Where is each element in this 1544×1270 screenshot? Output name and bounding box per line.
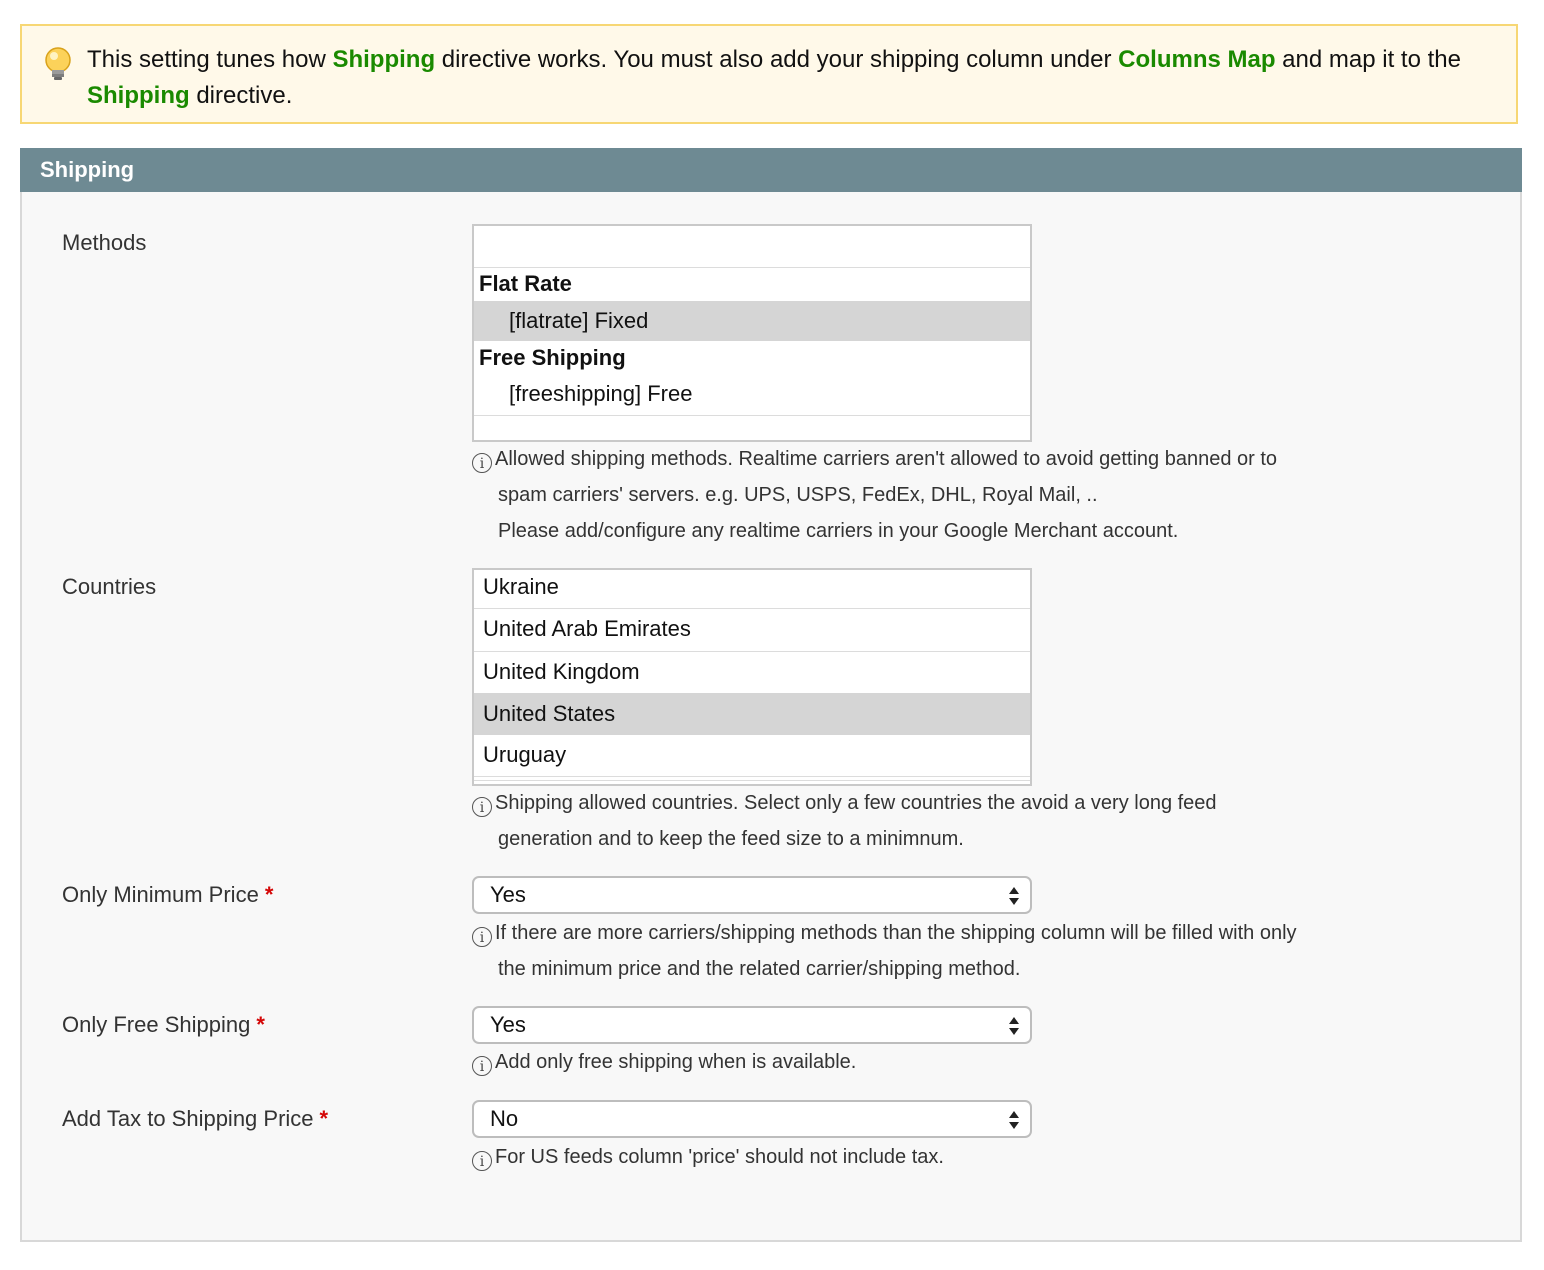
shipping-directive-link: Shipping	[87, 82, 190, 109]
info-icon: i	[472, 453, 492, 473]
only-free-shipping-hint	[472, 1044, 856, 1080]
notice-text	[87, 42, 1497, 114]
only-free-shipping-label	[62, 1012, 265, 1038]
hint-text: the minimum price and the related carrier/shipping method.	[498, 958, 1021, 980]
separator	[474, 415, 1030, 416]
notice-text-part: This setting tunes how	[87, 46, 333, 73]
methods-option-freeshipping[interactable]: [freeshipping] Free	[509, 381, 693, 406]
info-icon: i	[472, 927, 492, 947]
only-min-price-label-text: Only Minimum Price	[62, 882, 259, 907]
hint-text: If there are more carriers/shipping methods than the shipping column will be filled with only	[495, 922, 1297, 944]
select-arrows-icon	[1008, 1015, 1020, 1037]
hint-text: Allowed shipping methods. Realtime carriers aren't allowed to avoid getting banned or to	[495, 448, 1278, 470]
info-icon: i	[472, 1151, 492, 1171]
separator	[474, 267, 1030, 268]
info-icon: i	[472, 1056, 492, 1076]
columns-map-link: Columns Map	[1118, 46, 1276, 73]
methods-option-flatrate[interactable]: [flatrate] Fixed	[474, 301, 1030, 341]
country-option-selected[interactable]: United States	[474, 693, 1030, 735]
shipping-directive-link: Shipping	[332, 46, 436, 73]
hint-text: For US feeds column 'price' should not include tax.	[495, 1146, 944, 1168]
required-marker: *	[319, 1106, 329, 1131]
only-free-shipping-select[interactable]	[472, 1006, 1032, 1044]
hint-text: Please add/configure any realtime carriers in your Google Merchant account.	[498, 520, 1179, 542]
add-tax-hint	[472, 1139, 944, 1175]
add-tax-label	[62, 1106, 328, 1132]
countries-listbox[interactable]	[472, 568, 1032, 786]
separator	[474, 780, 1030, 781]
methods-group-flat-rate: Flat Rate	[479, 271, 572, 296]
country-option[interactable]: Uruguay	[483, 742, 567, 767]
lightbulb-icon	[42, 46, 74, 82]
notice-box	[20, 24, 1518, 124]
methods-label: Methods	[62, 230, 147, 255]
country-option[interactable]: United Kingdom	[483, 659, 640, 684]
methods-group-free-shipping: Free Shipping	[479, 345, 626, 370]
hint-text: generation and to keep the feed size to a minimnum.	[498, 828, 964, 850]
notice-text-part: directive.	[189, 82, 293, 109]
notice-text-part: and map it to the	[1275, 46, 1461, 73]
only-min-price-hint	[472, 915, 1297, 987]
country-option[interactable]: Ukraine	[483, 574, 559, 599]
hint-text: spam carriers' servers. e.g. UPS, USPS, FedEx, DHL, Royal Mail, ..	[498, 484, 1098, 506]
select-arrows-icon	[1008, 1109, 1020, 1131]
add-tax-select[interactable]	[472, 1100, 1032, 1138]
notice-text-part: directive works. You must also add your shipping column under	[435, 46, 1119, 73]
select-value: No	[490, 1106, 519, 1131]
select-value: Yes	[490, 882, 526, 907]
hint-text: Add only free shipping when is available.	[495, 1051, 857, 1073]
panel-title: Shipping	[20, 148, 1522, 192]
only-free-shipping-label-text: Only Free Shipping	[62, 1012, 251, 1037]
select-value: Yes	[490, 1012, 526, 1037]
required-marker: *	[256, 1012, 265, 1037]
required-marker: *	[264, 882, 274, 907]
countries-hint	[472, 785, 1217, 857]
only-min-price-select[interactable]	[472, 876, 1032, 914]
add-tax-label-text: Add Tax to Shipping Price	[62, 1106, 314, 1131]
separator	[474, 776, 1030, 777]
countries-label: Countries	[62, 574, 157, 599]
info-icon: i	[472, 797, 492, 817]
select-arrows-icon	[1008, 885, 1020, 907]
methods-listbox[interactable]	[472, 224, 1032, 442]
methods-hint	[472, 441, 1277, 549]
country-option[interactable]: United Arab Emirates	[483, 616, 691, 641]
hint-text: Shipping allowed countries. Select only a few countries the avoid a very long feed	[495, 792, 1217, 814]
only-min-price-label	[62, 882, 273, 908]
